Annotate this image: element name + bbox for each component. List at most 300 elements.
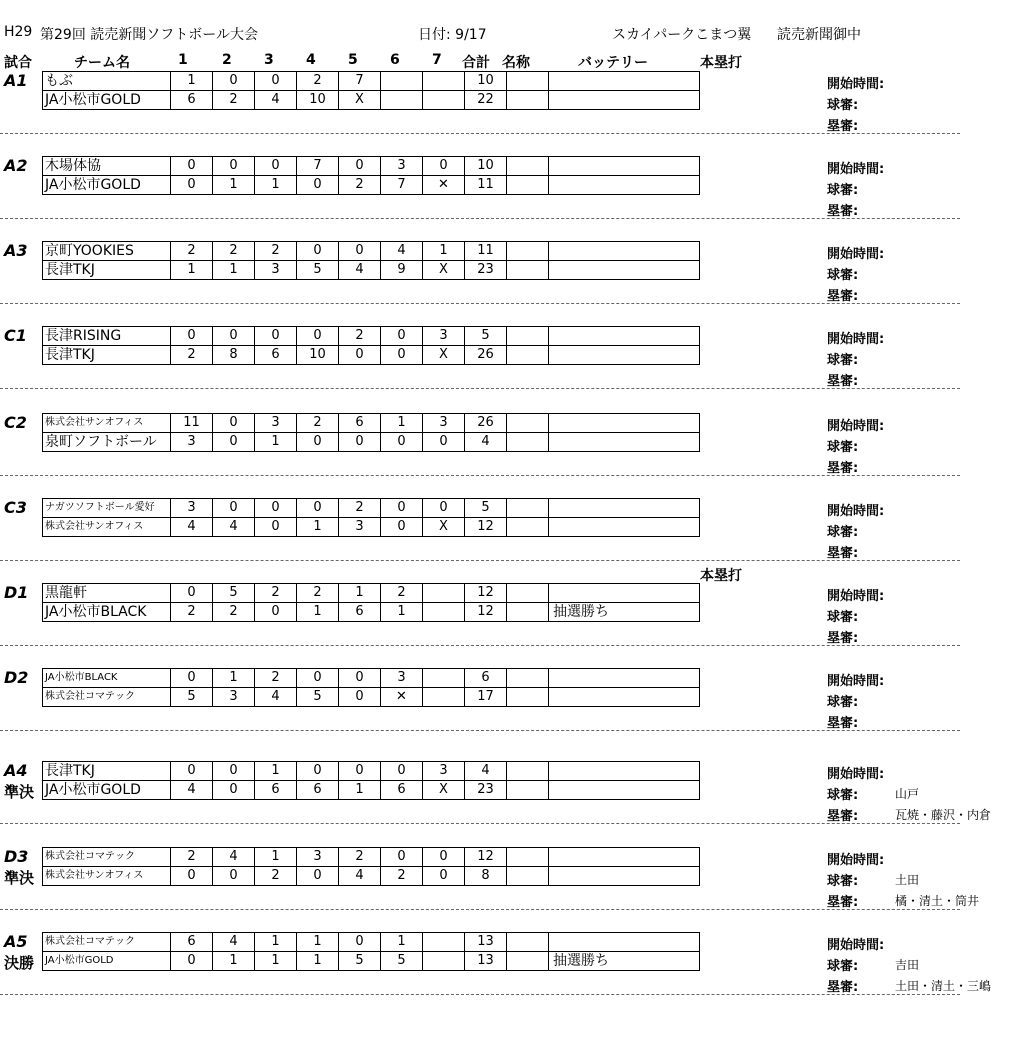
base-umpire-label: 塁審: [827, 631, 859, 646]
inning-score: 0 [423, 433, 465, 452]
inning-score [423, 688, 465, 707]
inning-score: 5 [171, 688, 213, 707]
team-name: 泉町ソフトボール [43, 433, 171, 452]
name-cell [507, 669, 549, 688]
team-name: ナガツソフトボール愛好 [43, 499, 171, 518]
inning-score: 0 [297, 669, 339, 688]
inning-score: 0 [423, 848, 465, 867]
plate-umpire-label: 球審: [827, 183, 859, 198]
team-name: 黒龍軒 [43, 584, 171, 603]
inning-score: 9 [381, 261, 423, 280]
table-row [43, 91, 700, 110]
team-name: 株式会社サンオフィス [43, 867, 171, 886]
game-stage: 準決 [4, 869, 35, 887]
inning-score: 0 [171, 176, 213, 195]
base-umpire-label: 塁審: [827, 809, 859, 824]
inning-score: ✕ [381, 688, 423, 707]
inning-score: 1 [255, 848, 297, 867]
col-inning-4: 4 [306, 52, 316, 68]
divider [0, 823, 960, 824]
inning-score: X [423, 261, 465, 280]
inning-score: 2 [171, 848, 213, 867]
inning-score: 1 [213, 952, 255, 971]
inning-score: 0 [381, 346, 423, 365]
name-cell [507, 499, 549, 518]
base-umpire-value: 瓦焼・藤沢・内倉 [895, 808, 992, 822]
inning-score: 0 [171, 867, 213, 886]
inning-score: 0 [213, 72, 255, 91]
battery-cell [549, 933, 700, 952]
name-cell [507, 603, 549, 622]
total-score: 8 [465, 867, 507, 886]
divider [0, 560, 960, 561]
table-row [43, 346, 700, 365]
inning-score: 6 [297, 781, 339, 800]
inning-score: 8 [213, 346, 255, 365]
inning-score: 0 [213, 499, 255, 518]
start-time-label: 開始時間: [827, 853, 885, 868]
table-row [43, 952, 700, 971]
score-table [42, 413, 700, 452]
homerun-label: 本塁打 [700, 568, 742, 584]
table-row [43, 762, 700, 781]
inning-score: 6 [381, 781, 423, 800]
team-name: 長津TKJ [43, 261, 171, 280]
plate-umpire-label: 球審: [827, 440, 859, 455]
divider [0, 909, 960, 910]
team-name: 長津TKJ [43, 762, 171, 781]
inning-score: 0 [255, 518, 297, 537]
plate-umpire-label: 球審: [827, 98, 859, 113]
inning-score: 0 [297, 433, 339, 452]
inning-score: 3 [255, 261, 297, 280]
inning-score [381, 91, 423, 110]
inning-score: 2 [255, 669, 297, 688]
total-score: 26 [465, 414, 507, 433]
inning-score: 5 [213, 584, 255, 603]
game-code: A4 [4, 761, 28, 780]
divider [0, 133, 960, 134]
inning-score [423, 669, 465, 688]
game-code: C3 [4, 498, 27, 517]
team-name: JA小松市GOLD [43, 176, 171, 195]
inning-score: 0 [339, 762, 381, 781]
start-time-label: 開始時間: [827, 504, 885, 519]
start-time-label: 開始時間: [827, 767, 885, 782]
start-time-label: 開始時間: [827, 162, 885, 177]
name-cell [507, 157, 549, 176]
total-score: 22 [465, 91, 507, 110]
inning-score: 3 [381, 669, 423, 688]
total-score: 23 [465, 781, 507, 800]
battery-cell [549, 261, 700, 280]
inning-score: 2 [339, 176, 381, 195]
divider [0, 303, 960, 304]
total-score: 12 [465, 603, 507, 622]
inning-score: 6 [255, 781, 297, 800]
inning-score: 0 [381, 433, 423, 452]
score-table [42, 847, 700, 886]
total-score: 13 [465, 952, 507, 971]
inning-score: 7 [339, 72, 381, 91]
total-score: 11 [465, 242, 507, 261]
table-row [43, 781, 700, 800]
inning-score: 4 [213, 848, 255, 867]
inning-score: 0 [297, 176, 339, 195]
table-row [43, 933, 700, 952]
inning-score: 6 [339, 414, 381, 433]
inning-score: 0 [255, 603, 297, 622]
divider [0, 730, 960, 731]
team-name: JA小松市BLACK [43, 603, 171, 622]
inning-score: 0 [423, 157, 465, 176]
inning-score: 1 [423, 242, 465, 261]
inning-score: 10 [297, 91, 339, 110]
base-umpire-label: 塁審: [827, 119, 859, 134]
inning-score: 4 [255, 91, 297, 110]
inning-score: 1 [255, 176, 297, 195]
inning-score: 0 [381, 327, 423, 346]
table-row [43, 688, 700, 707]
start-time-label: 開始時間: [827, 938, 885, 953]
inning-score: 6 [339, 603, 381, 622]
inning-score: 3 [423, 762, 465, 781]
inning-score: 1 [381, 933, 423, 952]
base-umpire-label: 塁審: [827, 895, 859, 910]
col-inning-2: 2 [222, 52, 232, 68]
base-umpire-label: 塁審: [827, 204, 859, 219]
inning-score: 0 [213, 414, 255, 433]
table-row [43, 848, 700, 867]
team-name: JA小松市GOLD [43, 91, 171, 110]
inning-score: 2 [339, 499, 381, 518]
inning-score: 1 [297, 518, 339, 537]
name-cell [507, 72, 549, 91]
battery-cell [549, 433, 700, 452]
inning-score [423, 933, 465, 952]
battery-cell [549, 157, 700, 176]
inning-score: 1 [255, 952, 297, 971]
inning-score: 6 [171, 933, 213, 952]
game-code: D2 [4, 668, 29, 687]
score-table [42, 583, 700, 622]
inning-score: 2 [171, 603, 213, 622]
divider [0, 388, 960, 389]
inning-score: 1 [213, 261, 255, 280]
battery-cell [549, 72, 700, 91]
score-table [42, 761, 700, 800]
name-cell [507, 176, 549, 195]
inning-score: 1 [339, 781, 381, 800]
inning-score: 7 [297, 157, 339, 176]
inning-score: 0 [297, 327, 339, 346]
inning-score: 2 [171, 242, 213, 261]
team-name: 株式会社コマテック [43, 688, 171, 707]
inning-score: 6 [255, 346, 297, 365]
team-name: 木場体協 [43, 157, 171, 176]
inning-score: 3 [171, 433, 213, 452]
inning-score: ✕ [423, 176, 465, 195]
col-name: 名称 [502, 55, 530, 71]
table-row [43, 157, 700, 176]
base-umpire-label: 塁審: [827, 289, 859, 304]
table-row [43, 518, 700, 537]
inning-score: 3 [423, 327, 465, 346]
inning-score: 2 [339, 848, 381, 867]
inning-score: 11 [171, 414, 213, 433]
battery-cell [549, 499, 700, 518]
inning-score: 1 [297, 933, 339, 952]
team-name: 京町YOOKIES [43, 242, 171, 261]
inning-score: 1 [381, 603, 423, 622]
inning-score: 3 [213, 688, 255, 707]
divider [0, 994, 960, 995]
total-score: 23 [465, 261, 507, 280]
inning-score: 0 [255, 72, 297, 91]
inning-score: 3 [423, 414, 465, 433]
divider [0, 475, 960, 476]
inning-score: 0 [255, 499, 297, 518]
inning-score: 2 [255, 584, 297, 603]
col-game: 試合 [4, 55, 32, 71]
total-score: 12 [465, 584, 507, 603]
page-title: 第29回 読売新聞ソフトボール大会 [40, 27, 258, 43]
score-table [42, 156, 700, 195]
battery-cell [549, 762, 700, 781]
inning-score: 2 [171, 346, 213, 365]
inning-score: 0 [213, 762, 255, 781]
date-label: 日付: 9/17 [418, 27, 487, 43]
col-inning-5: 5 [348, 52, 358, 68]
inning-score: 0 [171, 584, 213, 603]
battery-cell [549, 327, 700, 346]
inning-score: 1 [297, 952, 339, 971]
inning-score: 1 [381, 414, 423, 433]
inning-score: 0 [339, 157, 381, 176]
col-inning-1: 1 [178, 52, 188, 68]
name-cell [507, 414, 549, 433]
game-code: A1 [4, 71, 28, 90]
inning-score: 0 [213, 867, 255, 886]
battery-cell [549, 242, 700, 261]
base-umpire-label: 塁審: [827, 546, 859, 561]
inning-score: 10 [297, 346, 339, 365]
col-inning-6: 6 [390, 52, 400, 68]
inning-score: 0 [339, 346, 381, 365]
table-row [43, 242, 700, 261]
inning-score: 2 [339, 327, 381, 346]
start-time-label: 開始時間: [827, 77, 885, 92]
team-name: 株式会社サンオフィス [43, 518, 171, 537]
inning-score: 0 [297, 867, 339, 886]
base-umpire-label: 塁審: [827, 980, 859, 995]
inning-score: 2 [297, 72, 339, 91]
battery-cell [549, 176, 700, 195]
era-label: H29 [4, 24, 33, 40]
team-name: 株式会社サンオフィス [43, 414, 171, 433]
inning-score: 1 [171, 72, 213, 91]
plate-umpire-label: 球審: [827, 268, 859, 283]
total-score: 26 [465, 346, 507, 365]
inning-score: 2 [297, 414, 339, 433]
total-score: 5 [465, 499, 507, 518]
table-row [43, 669, 700, 688]
battery-cell [549, 584, 700, 603]
plate-umpire-label: 球審: [827, 525, 859, 540]
start-time-label: 開始時間: [827, 589, 885, 604]
name-cell [507, 327, 549, 346]
inning-score: 6 [171, 91, 213, 110]
inning-score: 0 [339, 688, 381, 707]
inning-score: 0 [297, 242, 339, 261]
table-row [43, 327, 700, 346]
inning-score: 4 [255, 688, 297, 707]
col-inning-3: 3 [264, 52, 274, 68]
inning-score: X [423, 518, 465, 537]
name-cell [507, 867, 549, 886]
inning-score: 5 [339, 952, 381, 971]
inning-score: 4 [213, 933, 255, 952]
total-score: 12 [465, 848, 507, 867]
plate-umpire-label: 球審: [827, 695, 859, 710]
battery-cell [549, 848, 700, 867]
col-team: チーム名 [74, 55, 130, 71]
inning-score: 2 [213, 242, 255, 261]
inning-score: 0 [423, 867, 465, 886]
inning-score: 1 [255, 933, 297, 952]
score-table [42, 241, 700, 280]
col-homerun: 本塁打 [700, 55, 742, 71]
game-code: A2 [4, 156, 28, 175]
table-row [43, 603, 700, 622]
total-score: 10 [465, 157, 507, 176]
inning-score: 0 [297, 762, 339, 781]
name-cell [507, 242, 549, 261]
total-score: 4 [465, 762, 507, 781]
table-row [43, 261, 700, 280]
start-time-label: 開始時間: [827, 247, 885, 262]
total-score: 11 [465, 176, 507, 195]
score-table [42, 326, 700, 365]
inning-score: 4 [171, 518, 213, 537]
team-name: 長津RISING [43, 327, 171, 346]
name-cell [507, 518, 549, 537]
inning-score: 7 [381, 176, 423, 195]
team-name: 長津TKJ [43, 346, 171, 365]
inning-score: 0 [339, 433, 381, 452]
inning-score: 5 [297, 261, 339, 280]
game-stage: 決勝 [4, 954, 35, 972]
inning-score: 0 [171, 157, 213, 176]
inning-score: 2 [297, 584, 339, 603]
base-umpire-label: 塁審: [827, 374, 859, 389]
table-row [43, 584, 700, 603]
game-stage: 準決 [4, 783, 35, 801]
score-table [42, 932, 700, 971]
base-umpire-value: 橘・清土・筒井 [895, 894, 980, 908]
inning-score [423, 72, 465, 91]
team-name: もぶ [43, 72, 171, 91]
inning-score: X [339, 91, 381, 110]
inning-score: 0 [213, 433, 255, 452]
team-name: 株式会社コマテック [43, 848, 171, 867]
battery-cell [549, 669, 700, 688]
inning-score [423, 952, 465, 971]
table-row [43, 867, 700, 886]
table-row [43, 72, 700, 91]
battery-cell [549, 518, 700, 537]
inning-score: 0 [213, 157, 255, 176]
game-code: C1 [4, 326, 27, 345]
inning-score: 0 [171, 327, 213, 346]
name-cell [507, 762, 549, 781]
inning-score: 3 [339, 518, 381, 537]
inning-score: 2 [381, 867, 423, 886]
col-total: 合計 [462, 55, 490, 71]
col-inning-7: 7 [432, 52, 442, 68]
score-table [42, 71, 700, 110]
base-umpire-label: 塁審: [827, 461, 859, 476]
inning-score: 0 [171, 669, 213, 688]
plate-umpire-label: 球審: [827, 874, 859, 889]
total-score: 6 [465, 669, 507, 688]
total-score: 10 [465, 72, 507, 91]
inning-score: 2 [213, 603, 255, 622]
plate-umpire-value: 土田 [895, 873, 920, 887]
team-name: JA小松市GOLD [43, 952, 171, 971]
game-code: A5 [4, 932, 28, 951]
plate-umpire-label: 球審: [827, 788, 859, 803]
inning-score: 0 [339, 669, 381, 688]
total-score: 4 [465, 433, 507, 452]
plate-umpire-label: 球審: [827, 353, 859, 368]
total-score: 5 [465, 327, 507, 346]
plate-umpire-value: 山戸 [895, 787, 920, 801]
game-code: D1 [4, 583, 29, 602]
battery-cell [549, 688, 700, 707]
team-name: 株式会社コマテック [43, 933, 171, 952]
inning-score: 0 [339, 242, 381, 261]
total-score: 17 [465, 688, 507, 707]
table-row [43, 433, 700, 452]
inning-score: 0 [255, 327, 297, 346]
inning-score [423, 91, 465, 110]
score-table [42, 668, 700, 707]
team-name: JA小松市BLACK [43, 669, 171, 688]
inning-score: 0 [171, 952, 213, 971]
start-time-label: 開始時間: [827, 674, 885, 689]
inning-score: 0 [381, 762, 423, 781]
total-score: 13 [465, 933, 507, 952]
name-cell [507, 933, 549, 952]
inning-score [381, 72, 423, 91]
battery-cell [549, 91, 700, 110]
divider [0, 218, 960, 219]
game-code: D3 [4, 847, 29, 866]
inning-score: X [423, 781, 465, 800]
total-score: 12 [465, 518, 507, 537]
inning-score: 2 [255, 242, 297, 261]
inning-score: 3 [171, 499, 213, 518]
inning-score: 4 [171, 781, 213, 800]
inning-score: 0 [255, 157, 297, 176]
game-code: C2 [4, 413, 27, 432]
battery-cell [549, 346, 700, 365]
base-umpire-value: 土田・清土・三嶋 [895, 979, 992, 993]
inning-score: 4 [381, 242, 423, 261]
inning-score: 5 [381, 952, 423, 971]
inning-score: 2 [381, 584, 423, 603]
